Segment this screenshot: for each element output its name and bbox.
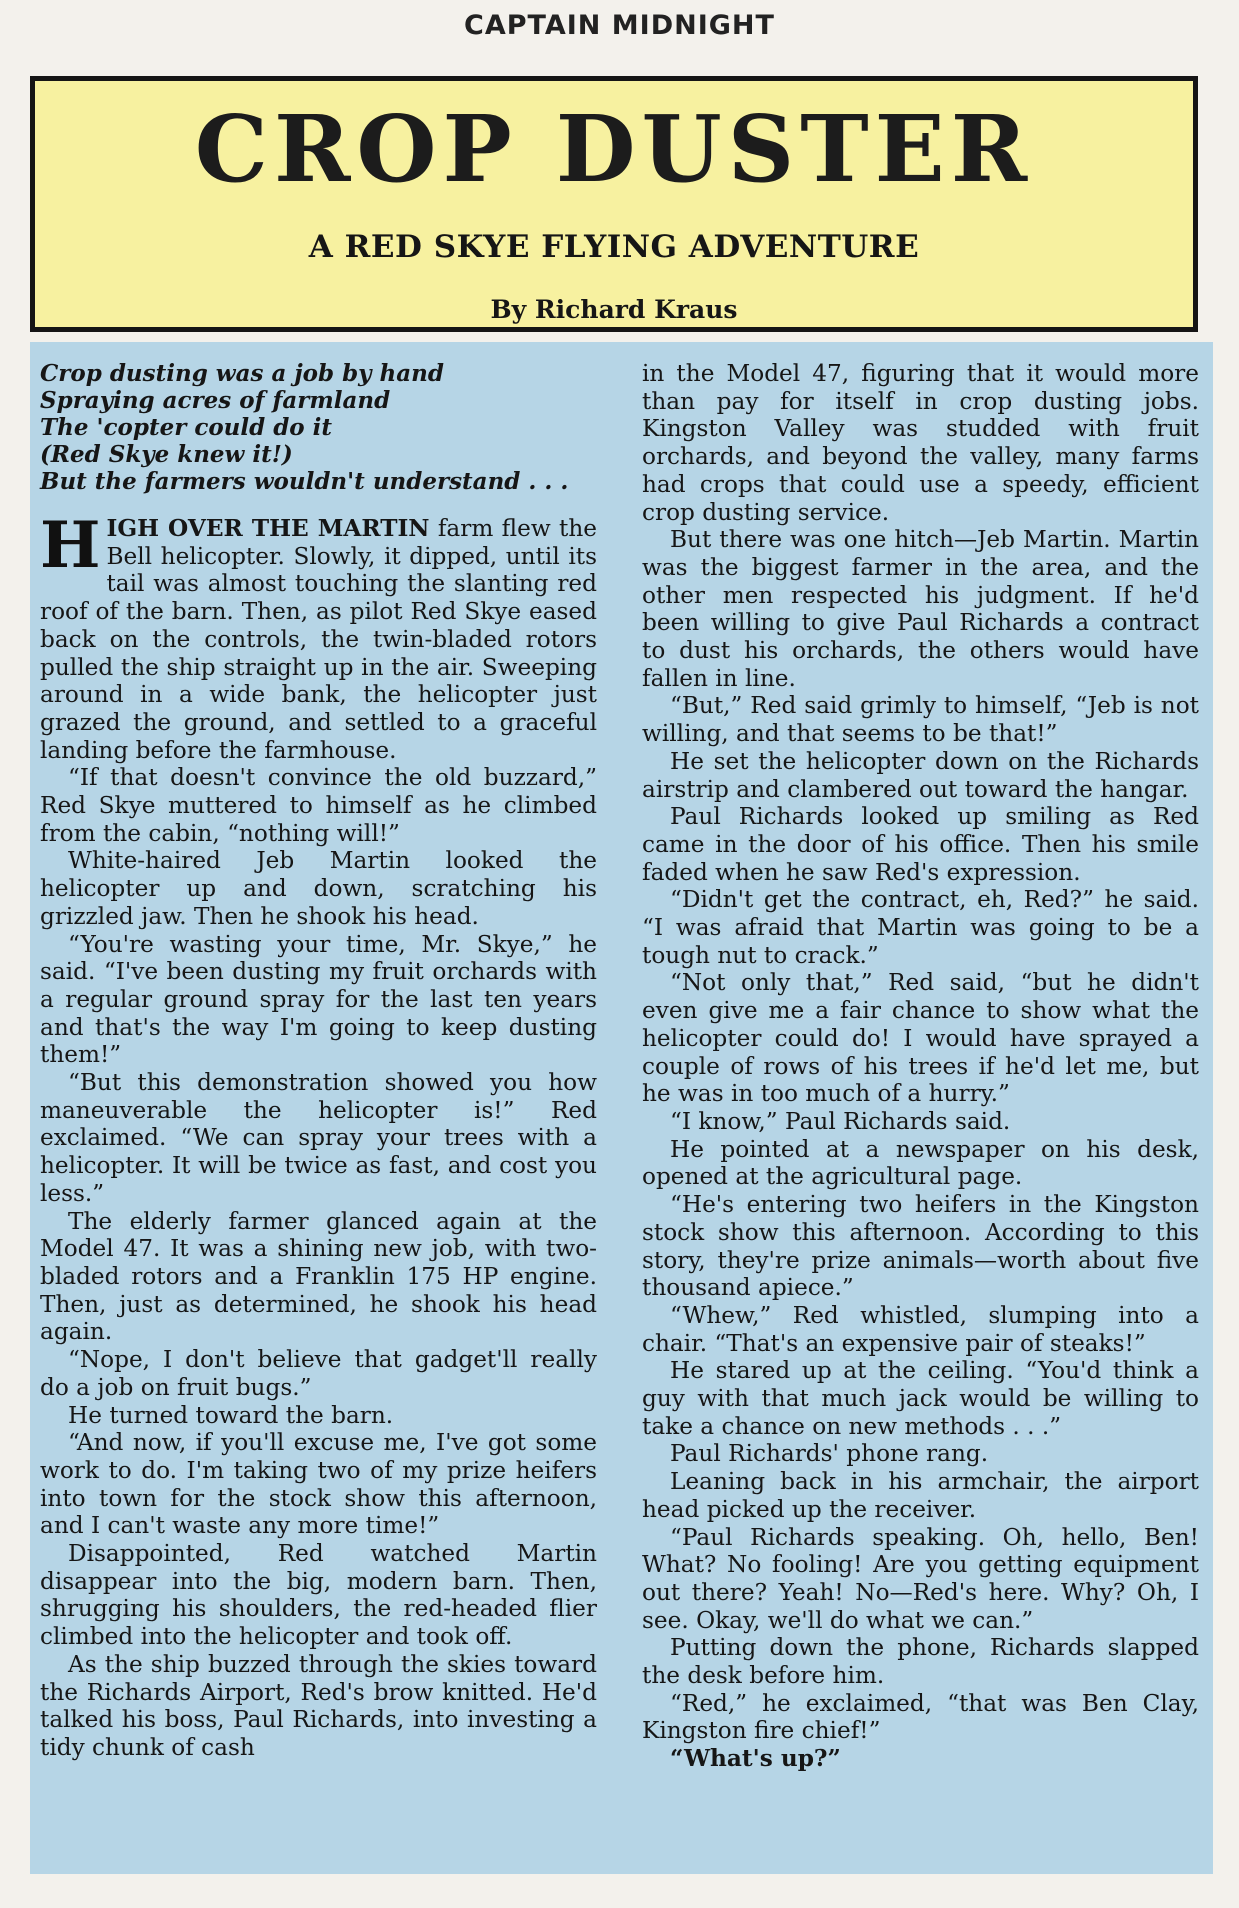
paragraph: “Whew,” Red whistled, slumping into a chair. “That's an expensive pair of steaks!” xyxy=(642,1301,1199,1357)
paragraph: “He's entering two heifers in the Kingston stock show this afternoon. According to this story, they're prize animals—worth about five thousand apiece.” xyxy=(642,1191,1199,1302)
paragraph: White-haired Jeb Martin looked the helicopter up and down, scratching his grizzled jaw. Then he shook his head. xyxy=(40,847,597,930)
paragraph: Paul Richards' phone rang. xyxy=(670,1440,989,1468)
paragraph: He turned toward the barn. xyxy=(68,1401,394,1429)
verse-line: Spraying acres of farmland xyxy=(40,387,391,414)
paragraph: Leaning back in his armchair, the airport head picked up the receiver. xyxy=(642,1468,1199,1523)
title-box xyxy=(30,76,1198,332)
paragraph: “But,” Red said grimly to himself, “Jeb is not willing, and that seems to be that!” xyxy=(642,692,1199,748)
paragraph-text: farm flew the Bell helicopter. Slowly, it dipped, until its tail was almost touching the slanting red roof of the barn. Then, as pilot Red Skye eased back on the controls, the twin-bladed rotors pulled the ship straight up in the air. Sweeping around in a wide bank, the helicopter just grazed the ground, and settled to a graceful landing before the farmhouse. xyxy=(40,515,597,764)
byline: By Richard Kraus xyxy=(490,295,738,324)
verse-line: But the farmers wouldn't understand . . . xyxy=(40,468,569,495)
paragraph: He set the helicopter down on the Richards airstrip and clambered out toward the hangar. xyxy=(642,747,1199,803)
verse-line: The 'copter could do it xyxy=(40,414,333,441)
paragraph: “Not only that,” Red said, “but he didn't even give me a fair chance to show what the helicopter could do! I would have sprayed a couple of rows of his trees if he'd let me, but he was in too much of a hurry.” xyxy=(642,969,1199,1108)
running-head: CAPTAIN MIDNIGHT xyxy=(464,10,775,41)
column-right xyxy=(642,360,1199,1773)
lead-in: IGH OVER THE MARTIN xyxy=(106,515,430,542)
story-subtitle: A RED SKYE FLYING ADVENTURE xyxy=(308,229,920,265)
column-left xyxy=(40,360,597,1762)
paragraph: “You're wasting your time, Mr. Skye,” he said. “I've been dusting my fruit orchards with a regular ground spray for the last ten years and that's the way I'm going to keep dusting them!” xyxy=(40,930,597,1069)
paragraph: He stared up at the ceiling. “You'd think a guy with that much jack would be willing to take a chance on new methods . . .” xyxy=(642,1357,1199,1440)
verse-line: (Red Skye knew it!) xyxy=(40,441,293,468)
paragraph: “Nope, I don't believe that gadget'll really do a job on fruit bugs.” xyxy=(40,1346,597,1401)
paragraph: “Didn't get the contract, eh, Red?” he said. “I was afraid that Martin was going to be a tough nut to crack.” xyxy=(642,886,1199,969)
paragraph: “What's up?” xyxy=(670,1745,841,1773)
paragraph: As the ship buzzed through the skies toward the Richards Airport, Red's brow knitted. He'd talked his boss, Paul Richards, into investing a tidy chunk of cash xyxy=(40,1650,597,1761)
paragraph: “Red,” he exclaimed, “that was Ben Clay, Kingston fire chief!” xyxy=(642,1689,1199,1745)
paragraph xyxy=(40,508,597,764)
paragraph: “If that doesn't convince the old buzzard,” Red Skye muttered to himself as he climbed from the cabin, “nothing will!” xyxy=(40,764,597,847)
intro-verse xyxy=(40,360,597,495)
paragraph: “Paul Richards speaking. Oh, hello, Ben! What? No fooling! Are you getting equipment out there? Yeah! No—Red's here. Why? Oh, I see. Okay, we'll do what we can.” xyxy=(642,1523,1199,1634)
paragraph: He pointed at a newspaper on his desk, opened at the agricultural page. xyxy=(642,1135,1199,1191)
drop-cap: H xyxy=(40,508,101,583)
story-title: CROP DUSTER xyxy=(194,95,1034,203)
paragraph: Disappointed, Red watched Martin disappear into the big, modern barn. Then, shrugging his shoulders, the red-headed flier climbed into the helicopter and took off. xyxy=(40,1540,597,1651)
story-body xyxy=(30,342,1213,1874)
paragraph: Paul Richards looked up smiling as Red came in the door of his office. Then his smile faded when he saw Red's expression. xyxy=(642,803,1199,886)
paragraph: “I know,” Paul Richards said. xyxy=(670,1107,1011,1135)
paragraph: But there was one hitch—Jeb Martin. Martin was the biggest farmer in the area, and the other men respected his judgment. If he'd been willing to give Paul Richards a contract to dust his orchards, the others would have fallen in line. xyxy=(642,526,1199,692)
paragraph: The elderly farmer glanced again at the Model 47. It was a shining new job, with two-bladed rotors and a Franklin 175 HP engine. Then, just as determined, he shook his head again. xyxy=(40,1207,597,1346)
verse-line: Crop dusting was a job by hand xyxy=(40,360,444,387)
paragraph: Putting down the phone, Richards slapped the desk before him. xyxy=(642,1634,1199,1690)
paragraph: “But this demonstration showed you how maneuverable the helicopter is!” Red exclaimed. “We can spray your trees with a helicopter. It will be twice as fast, and cost you less.” xyxy=(40,1069,597,1207)
paragraph: “And now, if you'll excuse me, I've got some work to do. I'm taking two of my prize heifers into town for the stock show this afternoon, and I can't waste any more time!” xyxy=(40,1429,597,1540)
paragraph: in the Model 47, figuring that it would more than pay for itself in crop dusting jobs. Kingston Valley was studded with fruit orchards, and beyond the valley, many farms had crops that could use a speedy, efficient crop dusting service. xyxy=(642,360,1199,526)
